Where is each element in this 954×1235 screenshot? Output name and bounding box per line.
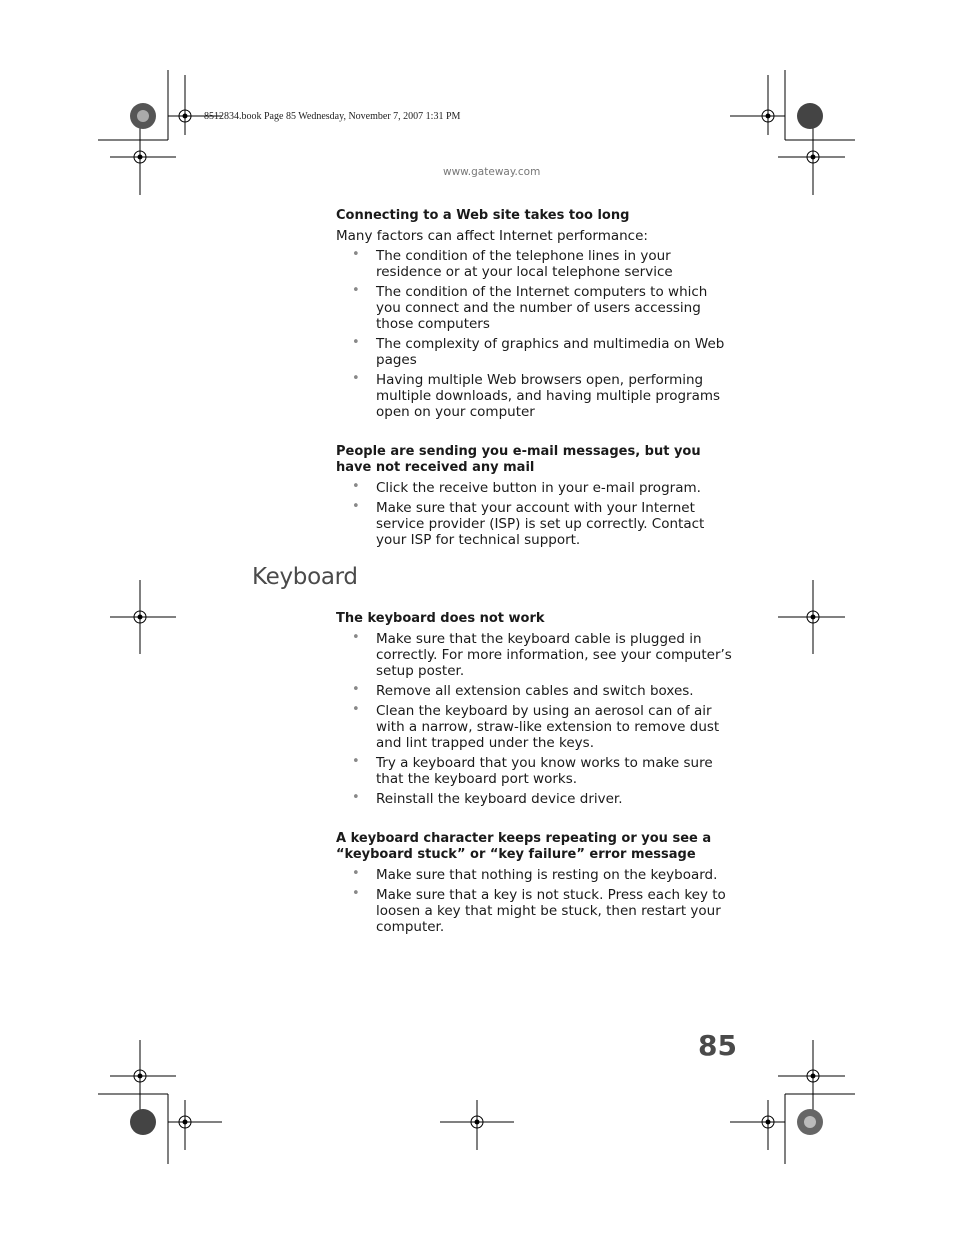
bullet-icon: • [352, 630, 360, 645]
bullet-icon: • [352, 790, 360, 805]
book-print-header: 8512834.book Page 85 Wednesday, November 7, 2007 1:31 PM [204, 111, 461, 122]
list-item: • Make sure that your account with your Internet service provider (ISP) is set up correctly. Contact your ISP for technical support. [352, 499, 705, 548]
list-item: • Make sure that the keyboard cable is plugged in correctly. For more information, see your computer’s setup poster. [352, 630, 732, 679]
list-item: • Click the receive button in your e-mail program. [352, 479, 701, 496]
list-item: • Try a keyboard that you know works to make sure that the keyboard port works. [352, 754, 713, 787]
question-heading: People are sending you e-mail messages, but you have not received any mail [336, 444, 701, 475]
list-item: • The condition of the telephone lines in your residence or at your local telephone service [352, 247, 673, 280]
list-item: • Having multiple Web browsers open, performing multiple downloads, and having multiple programs open on your computer [352, 371, 721, 420]
list-item: • Make sure that a key is not stuck. Press each key to loosen a key that might be stuck, then restart your computer. [352, 886, 726, 935]
list-item: • Make sure that nothing is resting on the keyboard. [352, 866, 718, 883]
bullet-icon: • [352, 371, 360, 386]
question-heading: Connecting to a Web site takes too long [336, 208, 630, 223]
section-title-keyboard: Keyboard [252, 564, 358, 590]
bullet-icon: • [352, 886, 360, 901]
bullet-icon: • [352, 702, 360, 717]
list-item: • The complexity of graphics and multimedia on Web pages [352, 335, 725, 368]
bullet-icon: • [352, 247, 360, 262]
list-item: • Clean the keyboard by using an aerosol can of air with a narrow, straw-like extension to remove dust and lint trapped under the keys. [352, 702, 720, 751]
site-url: www.gateway.com [443, 166, 541, 178]
keyboard-troubleshooting [336, 611, 736, 939]
intro-text: Many factors can affect Internet performance: [336, 228, 648, 244]
bullet-icon: • [352, 866, 360, 881]
question-heading: The keyboard does not work [336, 611, 545, 626]
list-item: • Remove all extension cables and switch boxes. [352, 682, 694, 699]
bullet-list [336, 248, 736, 420]
list-item: • Reinstall the keyboard device driver. [352, 790, 623, 807]
bullet-list [336, 480, 736, 548]
bullet-icon: • [352, 479, 360, 494]
list-item: • The condition of the Internet computers to which you connect and the number of users accessing those computers [352, 283, 708, 332]
page-number: 85 [698, 1029, 737, 1062]
bullet-icon: • [352, 754, 360, 769]
bullet-list [336, 867, 736, 935]
internet-troubleshooting [336, 208, 736, 552]
bullet-icon: • [352, 283, 360, 298]
bullet-icon: • [352, 682, 360, 697]
bullet-icon: • [352, 499, 360, 514]
question-heading: A keyboard character keeps repeating or you see a “keyboard stuck” or “key failure” error message [336, 831, 712, 862]
bullet-icon: • [352, 335, 360, 350]
bullet-list [336, 631, 736, 807]
